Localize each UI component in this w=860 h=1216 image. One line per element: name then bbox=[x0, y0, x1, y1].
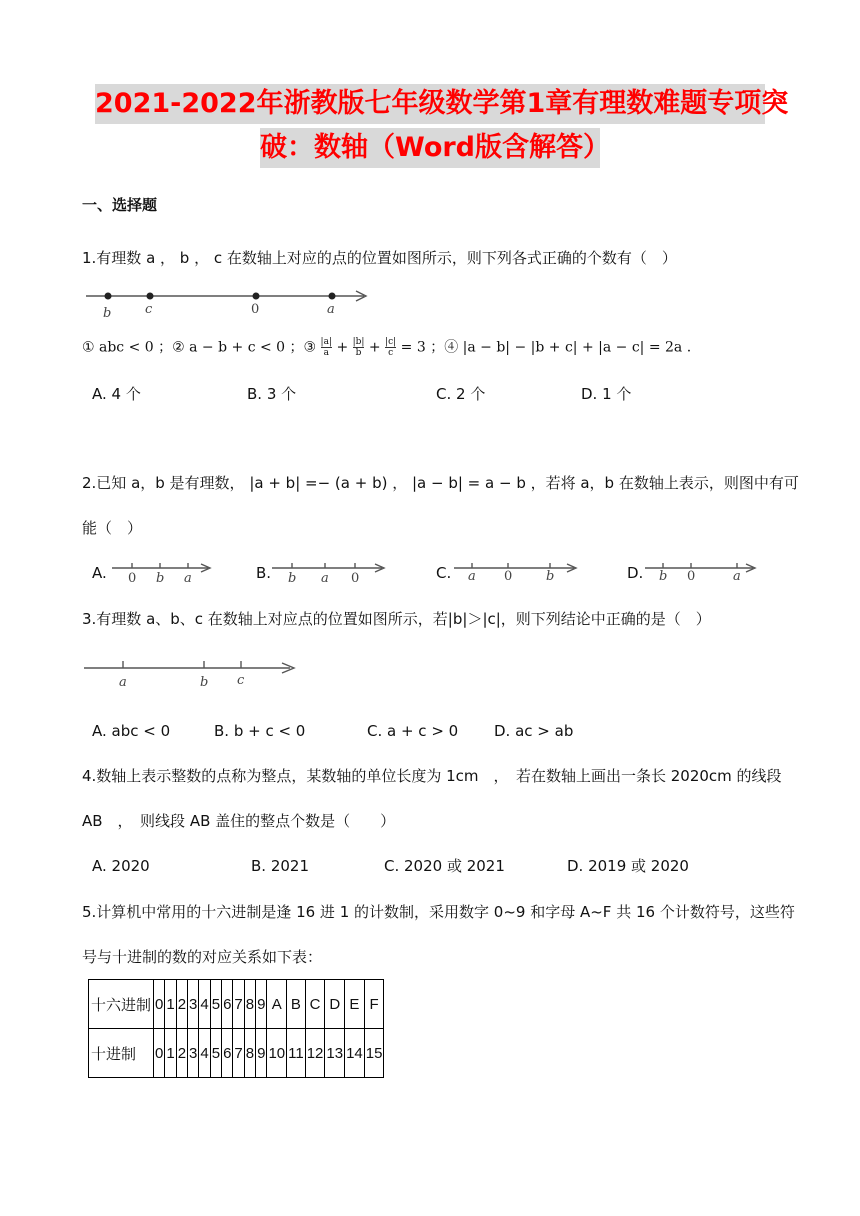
q1-frac-c: $\frac{|c|}{c}$ bbox=[385, 337, 397, 358]
table-cell: 5 bbox=[210, 1029, 221, 1078]
table-cell: A bbox=[267, 980, 287, 1029]
q1-option-d: D. 1 个 bbox=[581, 385, 632, 403]
table-cell: 11 bbox=[287, 1029, 306, 1078]
q4-option-b: B. 2021 bbox=[251, 857, 310, 875]
q1-stem: 1.有理数 a ， b ， c 在数轴上对应的点的位置如图所示，则下列各式正确的个数有（ ） bbox=[82, 249, 677, 267]
q1-number-line bbox=[86, 286, 376, 321]
q1-point-b bbox=[105, 293, 112, 300]
table-cell: 3 bbox=[188, 980, 199, 1029]
hex-decimal-table bbox=[88, 979, 384, 1078]
q4-option-d: D. 2019 或 2020 bbox=[567, 857, 689, 875]
q2-option-d-axis bbox=[645, 560, 760, 586]
table-cell: 8 bbox=[244, 980, 255, 1029]
q1-label-0: 0 bbox=[251, 302, 260, 317]
table-cell: 9 bbox=[256, 1029, 267, 1078]
table-cell: 6 bbox=[222, 980, 233, 1029]
q1-frac-b: $\frac{|b|}{b}$ bbox=[352, 337, 365, 358]
q1-point-c bbox=[147, 293, 154, 300]
q2-option-c-letter: C. bbox=[436, 564, 452, 582]
svg-text:a: a bbox=[468, 569, 476, 584]
q1-expressions: ① abc < 0 ；② a − b + c < 0 ；③ $\frac{|a|}{a}$ + $\frac{|b|}{b}$ + $\frac{|c|}{c}$ = 3 ；④ |a − b| − |b + c| + |a − c| = 2a . bbox=[82, 337, 692, 358]
table-cell: 十进制 bbox=[89, 1029, 154, 1078]
q2-stem-line-1: 2.已知 a，b 是有理数， |a + b| =− (a + b) ， |a − b| = a − b ，若将 a，b 在数轴上表示，则图中有可 bbox=[82, 474, 799, 492]
table-cell: 12 bbox=[305, 1029, 325, 1078]
table-cell: B bbox=[287, 980, 306, 1029]
q3-option-d: D. ac > ab bbox=[494, 722, 574, 740]
q2-option-a-axis bbox=[112, 560, 212, 586]
table-cell: 1 bbox=[165, 980, 176, 1029]
table-cell: 7 bbox=[233, 980, 244, 1029]
q2-stem-line-2: 能（ ） bbox=[82, 519, 143, 537]
table-cell: 8 bbox=[244, 1029, 255, 1078]
table-cell: 10 bbox=[267, 1029, 287, 1078]
q3-option-b: B. b + c < 0 bbox=[214, 722, 306, 740]
svg-text:b: b bbox=[288, 571, 297, 586]
q2-option-b-axis bbox=[272, 560, 387, 586]
q3-label-b: b bbox=[200, 675, 209, 690]
table-cell: 0 bbox=[154, 1029, 165, 1078]
table-cell: 3 bbox=[188, 1029, 199, 1078]
svg-text:a: a bbox=[184, 571, 192, 586]
q1-option-c: C. 2 个 bbox=[436, 385, 486, 403]
table-row-hex bbox=[89, 980, 384, 1029]
table-cell: 十六进制 bbox=[89, 980, 154, 1029]
q3-label-a: a bbox=[119, 675, 127, 690]
q1-label-a: a bbox=[327, 302, 335, 317]
table-cell: 15 bbox=[364, 1029, 384, 1078]
table-cell: 13 bbox=[325, 1029, 345, 1078]
q4-stem-line-2: AB ， 则线段 AB 盖住的整点个数是（ ） bbox=[82, 812, 396, 830]
svg-text:a: a bbox=[321, 571, 329, 586]
table-cell: 2 bbox=[176, 1029, 187, 1078]
q2-option-c-axis bbox=[454, 560, 579, 586]
q1-label-b: b bbox=[103, 306, 112, 321]
document-title-line-1: 2021-2022年浙教版七年级数学第1章有理数难题专项突 bbox=[95, 84, 765, 124]
q2-option-b-letter: B. bbox=[256, 564, 272, 582]
q2-option-d-letter: D. bbox=[627, 564, 644, 582]
q2-option-a-letter: A. bbox=[92, 564, 107, 582]
table-cell: 1 bbox=[165, 1029, 176, 1078]
table-cell: 9 bbox=[256, 980, 267, 1029]
table-cell: 6 bbox=[222, 1029, 233, 1078]
svg-text:0: 0 bbox=[128, 571, 137, 586]
svg-text:0: 0 bbox=[351, 571, 360, 586]
q3-stem: 3.有理数 a、b、c 在数轴上对应点的位置如图所示，若|b|＞|c|，则下列结论中正确的是（ ） bbox=[82, 610, 711, 628]
document-title-line-2: 破：数轴（Word版含解答） bbox=[260, 128, 600, 168]
table-cell: 4 bbox=[199, 980, 210, 1029]
q1-label-c: c bbox=[145, 302, 153, 317]
q1-option-a: A. 4 个 bbox=[92, 385, 141, 403]
svg-text:a: a bbox=[733, 569, 741, 584]
q1-expr-part1: ① abc < 0 ；② a − b + c < 0 ；③ bbox=[82, 339, 317, 356]
q5-stem-line-1: 5.计算机中常用的十六进制是逢 16 进 1 的计数制，采用数字 0~9 和字母 A~F 共 16 个计数符号，这些符 bbox=[82, 903, 795, 921]
svg-text:b: b bbox=[546, 569, 555, 584]
q1-point-0 bbox=[253, 293, 260, 300]
svg-text:0: 0 bbox=[504, 569, 513, 584]
table-cell: 2 bbox=[176, 980, 187, 1029]
table-cell: E bbox=[345, 980, 365, 1029]
table-cell: F bbox=[364, 980, 384, 1029]
q3-option-c: C. a + c > 0 bbox=[367, 722, 459, 740]
table-cell: 5 bbox=[210, 980, 221, 1029]
q3-label-c: c bbox=[237, 673, 245, 688]
svg-text:b: b bbox=[659, 569, 668, 584]
table-cell: 7 bbox=[233, 1029, 244, 1078]
table-cell: 4 bbox=[199, 1029, 210, 1078]
svg-text:b: b bbox=[156, 571, 165, 586]
table-cell: D bbox=[325, 980, 345, 1029]
table-row-decimal bbox=[89, 1029, 384, 1078]
table-cell: C bbox=[305, 980, 325, 1029]
svg-text:0: 0 bbox=[687, 569, 696, 584]
q4-option-a: A. 2020 bbox=[92, 857, 150, 875]
q1-point-a bbox=[329, 293, 336, 300]
q3-number-line bbox=[84, 660, 304, 690]
q4-stem-line-1: 4.数轴上表示整数的点称为整点，某数轴的单位长度为 1cm ， 若在数轴上画出一条长 2020cm 的线段 bbox=[82, 767, 782, 785]
q3-option-a: A. abc < 0 bbox=[92, 722, 171, 740]
q1-expr-part2: = 3 ；④ |a − b| − |b + c| + |a − c| = 2a . bbox=[400, 339, 692, 356]
table-cell: 14 bbox=[345, 1029, 365, 1078]
table-cell: 0 bbox=[154, 980, 165, 1029]
q4-option-c: C. 2020 或 2021 bbox=[384, 857, 505, 875]
q1-option-b: B. 3 个 bbox=[247, 385, 297, 403]
q5-stem-line-2: 号与十进制的数的对应关系如下表： bbox=[82, 948, 323, 966]
section-heading: 一、选择题 bbox=[82, 196, 158, 214]
q1-frac-a: $\frac{|a|}{a}$ bbox=[320, 337, 332, 358]
